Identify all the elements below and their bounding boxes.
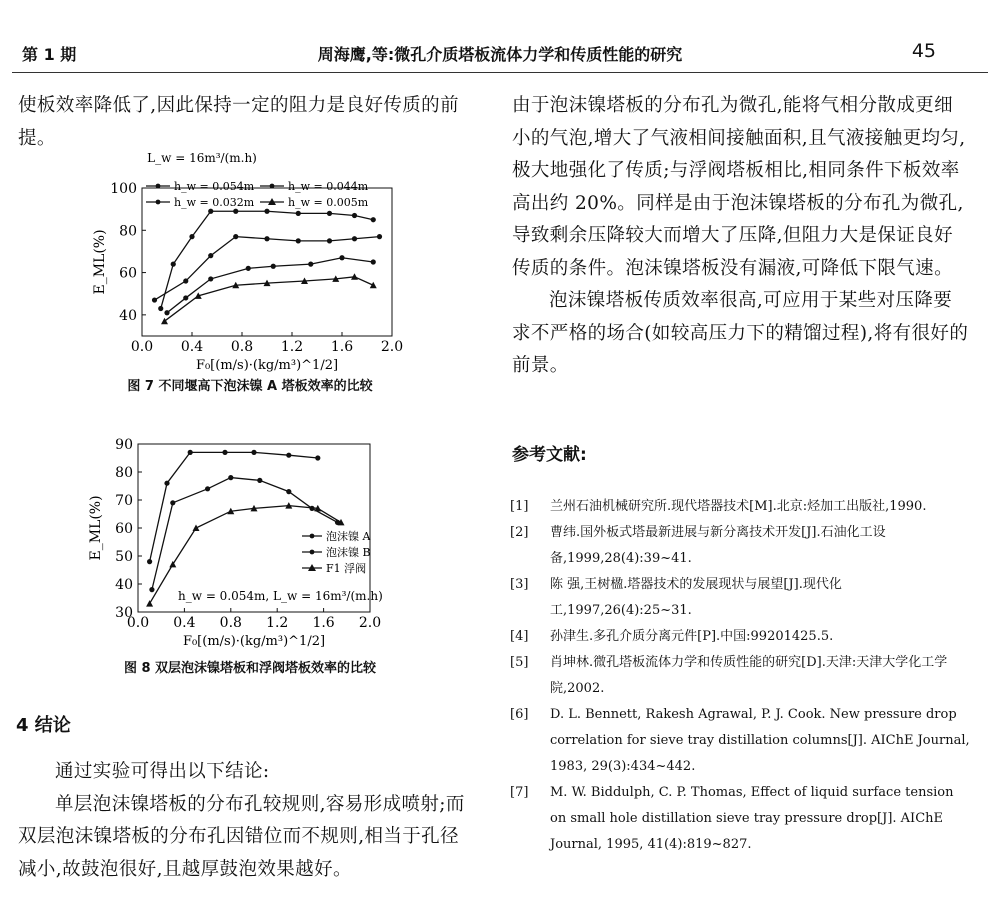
data-point	[183, 295, 188, 300]
legend-label: F1 浮阀	[326, 562, 367, 575]
x-tick-label: 1.2	[266, 615, 289, 631]
left-top-text	[18, 90, 474, 155]
data-point	[327, 211, 332, 216]
reference-number: [5]	[510, 655, 529, 670]
reference-number: [3]	[510, 577, 529, 592]
data-point	[352, 213, 357, 218]
legend-label: 泡沫镍 A	[326, 530, 371, 543]
figure-7	[80, 148, 420, 378]
legend-marker	[270, 184, 275, 189]
y-tick-label: 90	[115, 437, 133, 453]
legend-marker	[310, 534, 315, 539]
y-tick-label: 70	[115, 493, 133, 509]
data-point	[327, 238, 332, 243]
data-point	[286, 489, 291, 494]
series-line	[155, 237, 380, 300]
x-tick-label: 0.4	[180, 339, 204, 355]
data-point	[264, 209, 269, 214]
x-tick-label: 0.8	[230, 339, 254, 355]
section-heading: 4 结论	[16, 715, 71, 736]
data-point	[246, 266, 251, 271]
data-point	[189, 234, 194, 239]
data-point	[164, 310, 169, 315]
y-axis-label: E_ML(%)	[92, 229, 108, 295]
data-point	[286, 453, 291, 458]
x-axis-label: F₀[(m/s)·(kg/m³)^1/2]	[182, 634, 326, 649]
reference-number: [4]	[510, 629, 529, 644]
data-point	[339, 255, 344, 260]
x-tick-label: 0.0	[126, 615, 150, 631]
reference-item	[510, 702, 972, 780]
data-point	[171, 262, 176, 267]
data-point	[164, 481, 169, 486]
data-point	[208, 253, 213, 258]
y-tick-label: 50	[115, 549, 133, 565]
page-header	[22, 40, 978, 70]
reference-number: [7]	[510, 785, 529, 800]
issue-number: 第 1 期	[22, 45, 77, 64]
reference-item	[510, 494, 972, 520]
reference-item	[510, 624, 972, 650]
data-point	[370, 282, 377, 289]
data-point	[308, 262, 313, 267]
data-point	[208, 209, 213, 214]
data-point	[152, 297, 157, 302]
x-tick-label: 0.8	[219, 615, 242, 631]
reference-text: 肖坤林.微孔塔板流体力学和传质性能的研究[D].天津:天津大学化工学院,2002.	[550, 655, 948, 696]
references-list	[510, 494, 972, 858]
y-tick-label: 30	[115, 605, 133, 621]
series-line	[150, 452, 318, 561]
left-bottom-text	[18, 756, 474, 886]
paragraph: 使板效率降低了,因此保持一定的阻力是良好传质的前提。	[18, 95, 459, 149]
page-number: 45	[911, 40, 936, 62]
reference-item	[510, 520, 972, 572]
x-tick-label: 0.0	[130, 339, 154, 355]
x-tick-label: 2.0	[358, 615, 382, 631]
figure-8	[80, 432, 420, 660]
x-tick-label: 2.0	[380, 339, 404, 355]
reference-text: 陈 强,王树楹.塔器技术的发展现状与展望[J].现代化工,1997,26(4):25~31.	[550, 577, 842, 618]
data-point	[188, 450, 193, 455]
y-tick-label: 100	[110, 181, 137, 197]
y-tick-label: 40	[119, 307, 137, 324]
data-point	[352, 236, 357, 241]
figure-8-caption: 图 8 双层泡沫镍塔板和浮阀塔板效率的比较	[123, 661, 377, 676]
y-tick-label: 60	[119, 265, 137, 282]
reference-number: [1]	[510, 499, 529, 514]
reference-item	[510, 780, 972, 858]
legend-label: 泡沫镍 B	[326, 546, 371, 559]
legend-marker	[156, 200, 161, 205]
reference-number: [2]	[510, 525, 529, 540]
reference-item	[510, 572, 972, 624]
references-heading: 参考文献:	[512, 445, 587, 465]
plot-frame	[138, 444, 370, 612]
y-tick-label: 40	[115, 577, 133, 593]
chart-title: L_w = 16m³/(m.h)	[147, 151, 257, 165]
y-tick-label: 80	[115, 465, 133, 481]
legend-label: h_w = 0.054m	[174, 180, 255, 193]
x-tick-label: 0.4	[173, 615, 196, 631]
legend-label: h_w = 0.044m	[288, 180, 369, 193]
reference-text: 孙津生.多孔介质分离元件[P].中国:99201425.5.	[550, 629, 834, 644]
chart-annotation: h_w = 0.054m, L_w = 16m³/(m.h)	[178, 589, 383, 603]
data-point	[193, 525, 200, 532]
x-axis-label: F₀[(m/s)·(kg/m³)^1/2]	[195, 358, 339, 373]
right-text	[512, 90, 970, 383]
data-point	[222, 450, 227, 455]
legend-marker	[310, 550, 315, 555]
data-point	[296, 238, 301, 243]
paragraph: 通过实验可得出以下结论:	[55, 761, 270, 782]
reference-text: 曹纬.国外板式塔最新进展与新分离技术开发[J].石油化工设备,1999,28(4):39~41.	[550, 525, 886, 566]
data-point	[271, 264, 276, 269]
data-point	[169, 561, 176, 568]
legend-label: h_w = 0.005m	[288, 196, 369, 209]
data-point	[183, 278, 188, 283]
header-rule	[12, 72, 988, 73]
data-point	[147, 559, 152, 564]
data-point	[170, 500, 175, 505]
x-tick-label: 1.6	[312, 615, 335, 631]
data-point	[233, 209, 238, 214]
paragraph: 由于泡沫镍塔板的分布孔为微孔,能将气相分散成更细小的气泡,增大了气液相间接触面积,且气液接触更均匀,极大地强化了传质;与浮阀塔板相比,相同条件下板效率高出约 20%。同样是由于泡沫镍塔板的分布孔为微孔,导致剩余压降较大而增大了压降,但阻力大是保证良好传质的条件。泡沫镍塔板没有漏液,可降低下限气速。	[512, 95, 966, 279]
data-point	[371, 217, 376, 222]
reference-text: D. L. Bennett, Rakesh Agrawal, P. J. Cook. New pressure drop correlation for sieve tray distillation columns[J]. AIChE Journal, 1983, 29(3):434~442.	[550, 707, 970, 774]
data-point	[377, 234, 382, 239]
y-tick-label: 60	[115, 521, 133, 537]
data-point	[205, 486, 210, 491]
data-point	[315, 455, 320, 460]
data-point	[257, 478, 262, 483]
figure-8-chart	[80, 432, 420, 660]
data-point	[146, 600, 153, 607]
data-point	[149, 587, 154, 592]
legend-label: h_w = 0.032m	[174, 196, 255, 209]
series-line	[152, 478, 338, 590]
running-title: 周海鹰,等:微孔介质塔板流体力学和传质性能的研究	[317, 45, 683, 64]
paragraph: 单层泡沫镍塔板的分布孔较规则,容易形成喷射;而双层泡沫镍塔板的分布孔因错位而不规则,相当于孔径减小,故鼓泡很好,且越厚鼓泡效果越好。	[18, 793, 465, 880]
reference-text: 兰州石油机械研究所.现代塔器技术[M].北京:烃加工出版社,1990.	[550, 499, 927, 514]
data-point	[208, 276, 213, 281]
figure-7-chart	[80, 148, 420, 378]
figure-7-caption: 图 7 不同堰高下泡沫镍 A 塔板效率的比较	[127, 379, 373, 394]
data-point	[296, 211, 301, 216]
data-point	[233, 234, 238, 239]
data-point	[264, 236, 269, 241]
data-point	[158, 306, 163, 311]
data-point	[228, 475, 233, 480]
paragraph: 泡沫镍塔板传质效率很高,可应用于某些对压降要求不严格的场合(如较高压力下的精馏过程),将有很好的前景。	[512, 290, 969, 376]
reference-item	[510, 650, 972, 702]
reference-number: [6]	[510, 707, 529, 722]
x-tick-label: 1.6	[330, 339, 354, 355]
reference-text: M. W. Biddulph, C. P. Thomas, Effect of liquid surface tension on small hole distillation sieve tray pressure drop[J]. AIChE Journal, 1995, 41(4):819~827.	[550, 785, 954, 852]
legend-marker	[156, 184, 161, 189]
data-point	[251, 450, 256, 455]
data-point	[371, 259, 376, 264]
x-tick-label: 1.2	[280, 339, 304, 355]
y-axis-label: E_ML(%)	[88, 495, 104, 561]
y-tick-label: 80	[119, 223, 137, 240]
series-line	[167, 258, 373, 313]
